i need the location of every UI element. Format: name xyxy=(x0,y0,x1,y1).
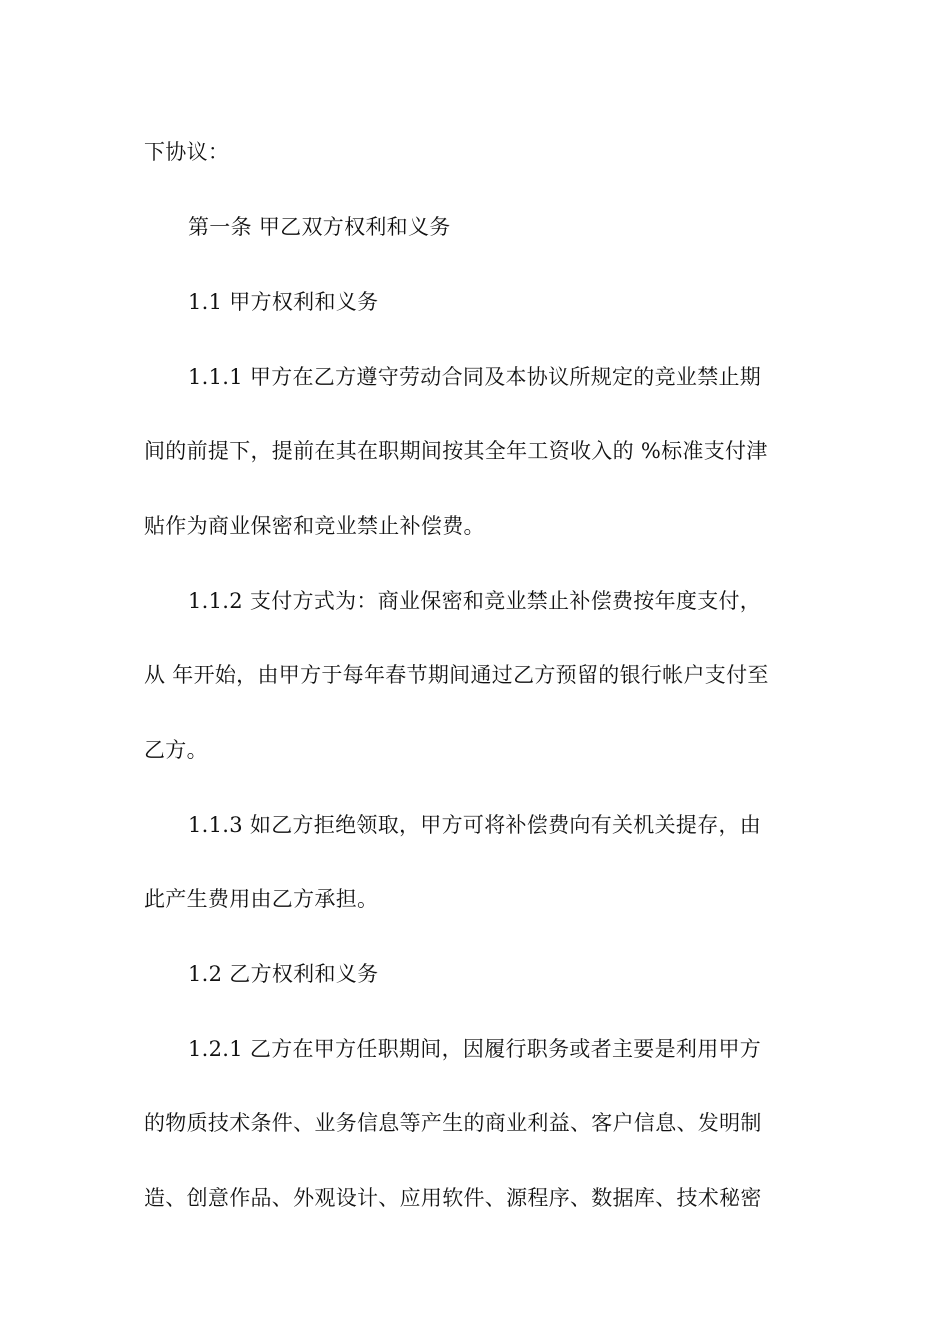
clause-1-2-1-line-3: 造、创意作品、外观设计、应用软件、源程序、数据库、技术秘密 xyxy=(144,1186,762,1210)
section-heading-1-1: 1.1 甲方权利和义务 xyxy=(188,290,379,314)
clause-1-2-1-line-2: 的物质技术条件、业务信息等产生的商业利益、客户信息、发明制 xyxy=(144,1111,762,1135)
clause-1-2-1-line-1: 1.2.1 乙方在甲方任职期间，因履行职务或者主要是利用甲方 xyxy=(188,1037,762,1061)
clause-1-1-1-line-3: 贴作为商业保密和竞业禁止补偿费。 xyxy=(144,514,485,538)
clause-1-1-2-line-3: 乙方。 xyxy=(144,738,208,762)
clause-1-1-3-line-1: 1.1.3 如乙方拒绝领取，甲方可将补偿费向有关机关提存，由 xyxy=(188,813,762,837)
article-heading: 第一条 甲乙双方权利和义务 xyxy=(188,215,451,239)
clause-1-1-2-line-2: 从 年开始，由甲方于每年春节期间通过乙方预留的银行帐户支付至 xyxy=(144,663,769,687)
clause-1-1-3-line-2: 此产生费用由乙方承担。 xyxy=(144,887,379,911)
clause-1-1-1-line-2: 间的前提下，提前在其在职期间按其全年工资收入的 %标准支付津 xyxy=(144,439,768,463)
text-line-1: 下协议： xyxy=(144,140,230,164)
section-heading-1-2: 1.2 乙方权利和义务 xyxy=(188,962,379,986)
clause-1-1-2-line-1: 1.1.2 支付方式为：商业保密和竞业禁止补偿费按年度支付， xyxy=(188,589,762,613)
clause-1-1-1-line-1: 1.1.1 甲方在乙方遵守劳动合同及本协议所规定的竞业禁止期 xyxy=(188,365,762,389)
